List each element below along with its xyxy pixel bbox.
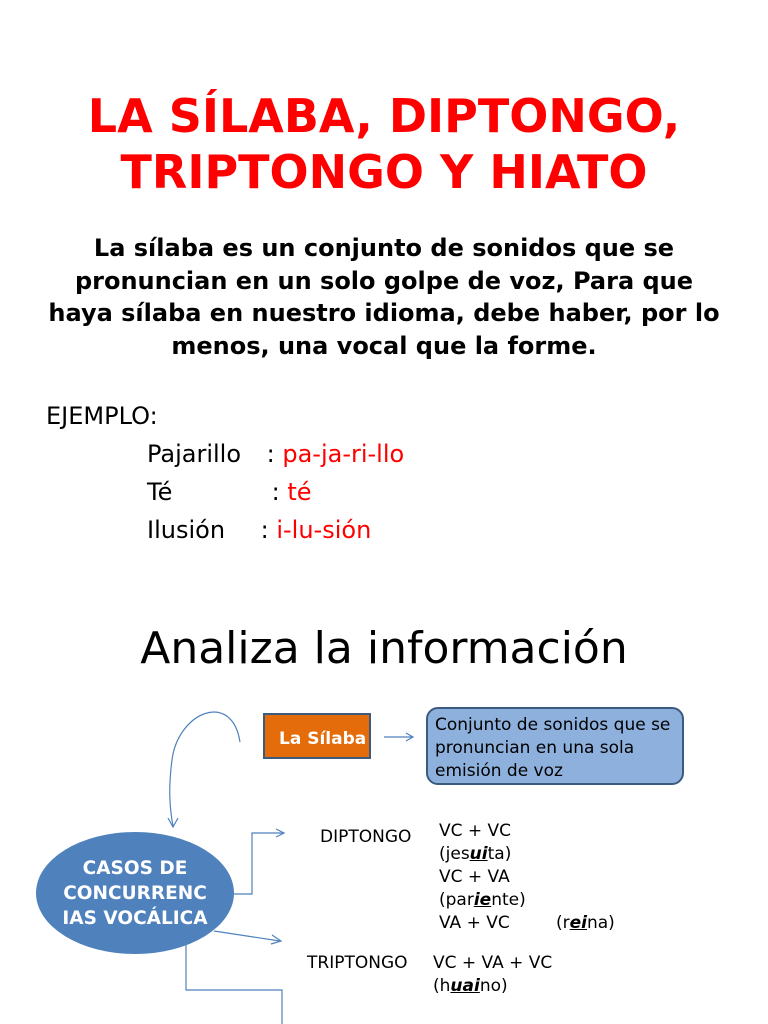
connector-casos-to-diptongo bbox=[234, 833, 283, 894]
diptongo-formula: VC + VA bbox=[439, 867, 510, 887]
connector-silaba-to-casos bbox=[170, 712, 240, 826]
connector-casos-to-hiato bbox=[186, 945, 282, 1024]
example-separator: : bbox=[259, 440, 283, 468]
definition-line-2: pronuncian en una sola bbox=[435, 738, 635, 758]
triptongo-example-word: (huaino) bbox=[433, 976, 508, 996]
casos-ellipse bbox=[36, 832, 234, 954]
diptongo-example-word: (reina) bbox=[556, 913, 615, 933]
example-word: Pajarillo bbox=[147, 440, 242, 468]
diptongo-example-word: (jesuita) bbox=[439, 844, 512, 864]
casos-line-3: IAS VOCÁLICA bbox=[62, 908, 208, 929]
casos-line-1: CASOS DE bbox=[82, 858, 188, 879]
diptongo-example-word: (pariente) bbox=[439, 890, 526, 910]
triptongo-label: TRIPTONGO bbox=[307, 953, 408, 973]
definition-box bbox=[426, 707, 684, 785]
section-heading: Analiza la información bbox=[140, 623, 628, 674]
diptongo-formula: VC + VC bbox=[439, 821, 512, 841]
title-line-2: TRIPTONGO Y HIATO bbox=[120, 145, 648, 199]
example-label: EJEMPLO: bbox=[46, 402, 158, 430]
example-division: i-lu-sión bbox=[276, 516, 372, 544]
diptongo-formula: VA + VC bbox=[439, 913, 510, 933]
silaba-box: La Sílaba bbox=[263, 713, 371, 759]
example-division: pa-ja-ri-llo bbox=[282, 440, 405, 468]
example-word: Té bbox=[147, 478, 173, 506]
casos-line-2: CONCURRENC bbox=[63, 883, 207, 904]
example-division: té bbox=[287, 478, 312, 506]
diptongo-label: DIPTONGO bbox=[320, 827, 412, 847]
triptongo-formula: VC + VA + VC bbox=[433, 953, 553, 973]
example-separator: : bbox=[253, 516, 277, 544]
example-word: Ilusión bbox=[147, 516, 226, 544]
intro-paragraph: La sílaba es un conjunto de sonidos que se pronuncian en un solo golpe de voz, Para que haya sílaba en nuestro idioma, debe haber, por lo menos, una vocal que la forme. bbox=[48, 234, 720, 360]
example-separator: : bbox=[264, 478, 288, 506]
definition-line-1: Conjunto de sonidos que se bbox=[435, 715, 671, 735]
definition-line-3: emisión de voz bbox=[435, 761, 563, 781]
title-line-1: LA SÍLABA, DIPTONGO, bbox=[87, 89, 681, 143]
connector-casos-to-triptongo bbox=[214, 931, 280, 941]
